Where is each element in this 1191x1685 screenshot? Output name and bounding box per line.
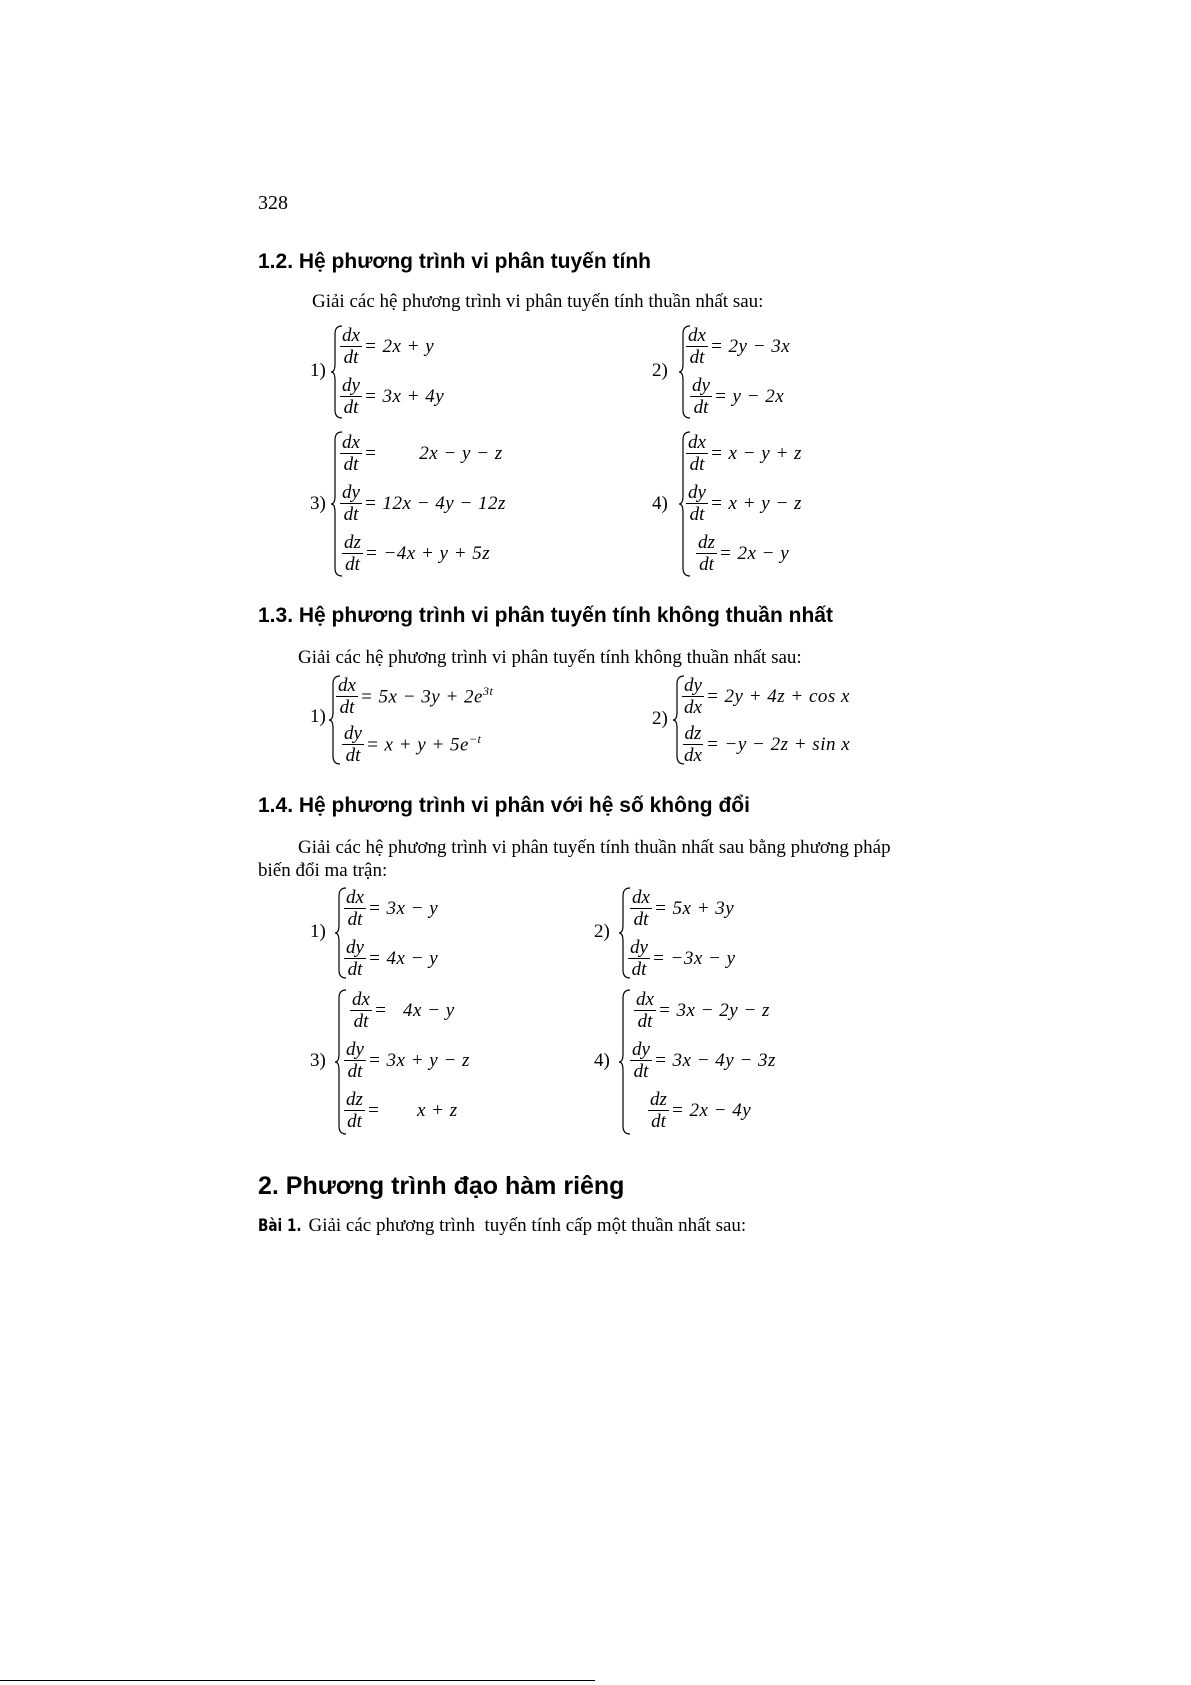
chapter-heading: 2. Phương trình đạo hàm riêng <box>258 1172 625 1200</box>
equation: $\frac{dy}{dt}$ = −3x − y <box>630 937 736 980</box>
equation: $\frac{dy}{dt}$ = 3x + 4y <box>342 375 445 418</box>
system-label: 3) <box>310 493 326 514</box>
equation: $\frac{dx}{dt}$ = 2y − 3x <box>688 325 791 368</box>
section-intro-1-2: Giải các hệ phương trình vi phân tuyến tính thuần nhất sau: <box>312 291 764 312</box>
equation: $\frac{dy}{dt}$ = x + y − z <box>688 482 802 525</box>
exercise-line <box>258 1215 746 1237</box>
equation: $\frac{dx}{dt}$ = x − y + z <box>688 432 802 475</box>
equation: $\frac{dy}{dt}$ = 12x − 4y − 12z <box>342 482 506 525</box>
equation: $\frac{dx}{dt}$ = 3x − y <box>346 887 439 930</box>
equation: $\frac{dx}{dt}$ = 3x − 2y − z <box>636 989 770 1032</box>
equation: $\frac{dx}{dt}$ = 2x + y <box>342 325 435 368</box>
system-label: 3) <box>310 1050 326 1071</box>
equation: $\frac{dz}{dt}$ = 2x − y <box>698 532 790 575</box>
equation: $\frac{dy}{dx}$ = 2y + 4z + cos x <box>684 675 850 718</box>
equation: $\frac{dx}{dt}$ = 2x − y − z <box>342 432 503 475</box>
system-label: 1) <box>310 360 326 381</box>
equation: $\frac{dy}{dt}$ = 3x − 4y − 3z <box>632 1039 776 1082</box>
equation: $\frac{dy}{dt}$ = $x + y + 5e^{-t}$ <box>344 723 482 766</box>
section-heading-1-2: 1.2. Hệ phương trình vi phân tuyến tính <box>258 250 651 273</box>
system-label: 1) <box>310 921 326 942</box>
system-label: 2) <box>594 921 610 942</box>
system-label: 1) <box>310 706 326 727</box>
system-label: 2) <box>652 360 668 381</box>
system-label: 2) <box>652 708 668 729</box>
section-heading-1-4: 1.4. Hệ phương trình vi phân với hệ số không đổi <box>258 794 750 817</box>
equation: $\frac{dx}{dt}$ = 4x − y <box>352 989 455 1032</box>
exercise-text: Giải các phương trình tuyến tính cấp một thuần nhất sau: <box>308 1215 747 1236</box>
equation: $\frac{dx}{dt}$ = $5x - 3y + 2e^{3t}$ <box>338 675 494 718</box>
equation: $\frac{dy}{dt}$ = y − 2x <box>692 375 785 418</box>
section-intro-1-4-line2: biến đổi ma trận: <box>258 860 388 881</box>
equation: $\frac{dz}{dx}$ = −y − 2z + sin x <box>684 723 851 766</box>
equation: $\frac{dx}{dt}$ = 5x + 3y <box>632 887 735 930</box>
equation: $\frac{dz}{dt}$ = 2x − 4y <box>650 1089 752 1132</box>
section-heading-1-3: 1.3. Hệ phương trình vi phân tuyến tính không thuần nhất <box>258 604 833 627</box>
page-number: 328 <box>258 192 288 214</box>
section-intro-1-3: Giải các hệ phương trình vi phân tuyến tính không thuần nhất sau: <box>298 647 802 668</box>
equation: $\frac{dy}{dt}$ = 4x − y <box>346 937 439 980</box>
system-label: 4) <box>652 493 668 514</box>
equation: $\frac{dz}{dt}$ = −4x + y + 5z <box>344 532 491 575</box>
equation: $\frac{dz}{dt}$ = x + z <box>346 1089 458 1132</box>
footer-rule <box>0 1680 595 1681</box>
exercise-label: Bài 1. <box>258 1216 302 1236</box>
system-label: 4) <box>594 1050 610 1071</box>
section-intro-1-4-line1: Giải các hệ phương trình vi phân tuyến tính thuần nhất sau bằng phương pháp <box>298 837 891 858</box>
equation: $\frac{dy}{dt}$ = 3x + y − z <box>346 1039 470 1082</box>
